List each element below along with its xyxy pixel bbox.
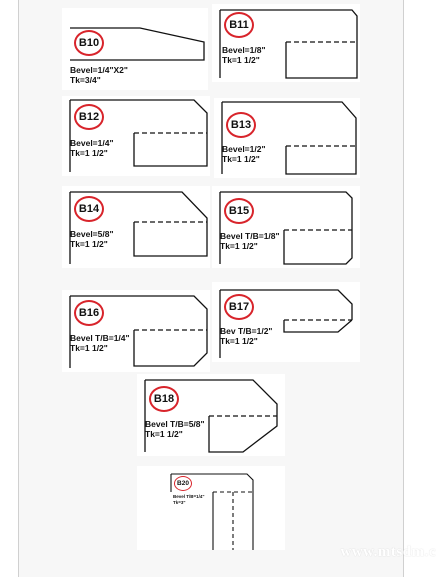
profile-thickness-b12: Tk=1 1/2" — [70, 148, 108, 158]
profile-card-b12 — [62, 96, 210, 176]
profile-thickness-b10: Tk=3/4" — [70, 75, 101, 85]
profile-drawing-b20 — [137, 466, 285, 550]
profile-card-b14 — [62, 186, 210, 268]
profile-badge-b15: B15 — [224, 198, 254, 224]
profile-card-b15 — [212, 186, 360, 268]
profile-bevel-b12: Bevel=1/4" — [70, 138, 114, 148]
profile-drawing-b13 — [214, 98, 360, 178]
profile-thickness-b15: Tk=1 1/2" — [220, 241, 258, 251]
profile-thickness-b16: Tk=1 1/2" — [70, 343, 108, 353]
profile-bevel-b13: Bevel=1/2" — [222, 144, 266, 154]
profile-bevel-b17: Bev T/B=1/2" — [220, 326, 273, 336]
profile-badge-b14: B14 — [74, 196, 104, 222]
profile-badge-b13: B13 — [226, 112, 256, 138]
profile-card-b13 — [214, 98, 360, 178]
profile-badge-b12: B12 — [74, 104, 104, 130]
profile-card-b17 — [212, 282, 360, 362]
profile-thickness-b13: Tk=1 1/2" — [222, 154, 260, 164]
profile-bevel-b15: Bevel T/B=1/8" — [220, 231, 280, 241]
profile-badge-b20: B20 — [174, 476, 192, 491]
profile-badge-b17: B17 — [224, 294, 254, 320]
profile-bevel-b18: Bevel T/B=5/8" — [145, 419, 205, 429]
profile-bevel-b14: Bevel=5/8" — [70, 229, 114, 239]
profile-badge-b16: B16 — [74, 300, 104, 326]
profile-card-b10 — [62, 8, 208, 90]
profile-bevel-b11: Bevel=1/8" — [222, 45, 266, 55]
profile-thickness-b14: Tk=1 1/2" — [70, 239, 108, 249]
profile-card-b16 — [62, 290, 210, 372]
profile-thickness-b18: Tk=1 1/2" — [145, 429, 183, 439]
profile-card-b11 — [212, 4, 360, 82]
profile-bevel-b10: Bevel=1/4"X2" — [70, 65, 128, 75]
profile-bevel-b16: Bevel T/B=1/4" — [70, 333, 130, 343]
profile-bevel-b20: Bevel T/B=1/4" — [173, 494, 205, 499]
profile-card-b20 — [137, 466, 285, 550]
profile-card-b18 — [137, 374, 285, 456]
profile-badge-b18: B18 — [149, 386, 179, 412]
watermark-text: www.mtsdm.c — [340, 544, 436, 560]
profile-thickness-b17: Tk=1 1/2" — [220, 336, 258, 346]
profile-badge-b11: B11 — [224, 12, 254, 38]
profile-badge-b10: B10 — [74, 30, 104, 56]
profile-thickness-b11: Tk=1 1/2" — [222, 55, 260, 65]
profile-thickness-b20: Tk=3" — [173, 500, 186, 505]
